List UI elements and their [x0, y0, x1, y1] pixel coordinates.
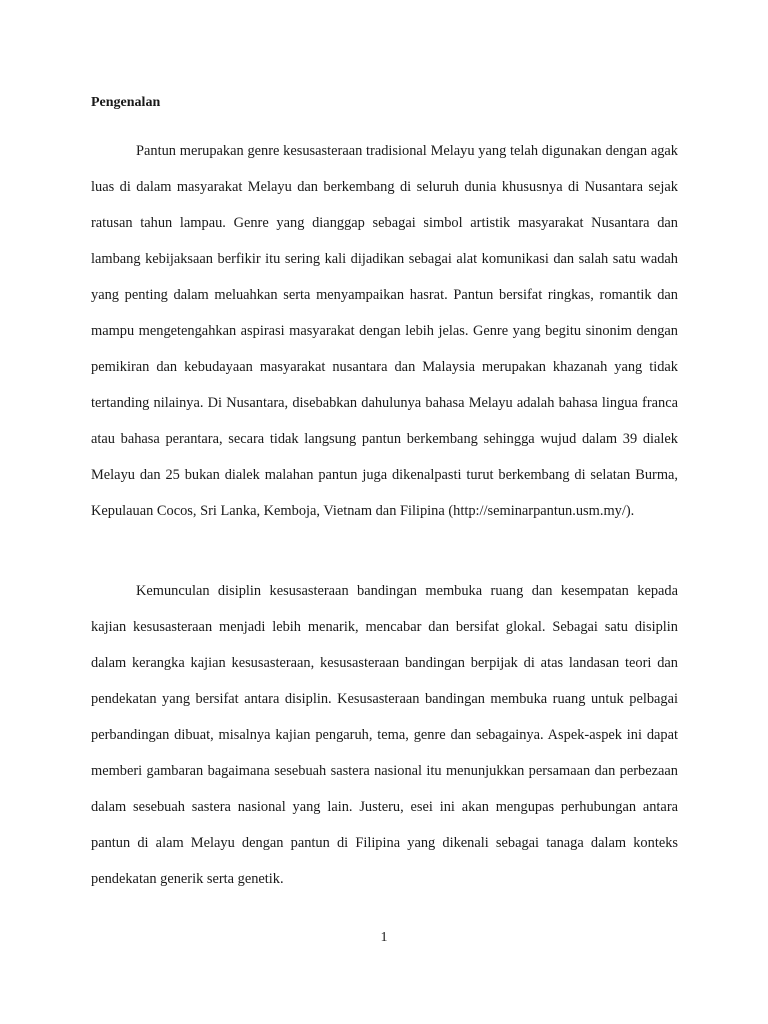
section-heading: Pengenalan [91, 95, 161, 110]
paragraph-introduction: Pantun merupakan genre kesusasteraan tradisional Melayu yang telah digunakan dengan agak luas di dalam masyarakat Melayu dan berkembang di seluruh dunia khususnya di Nusantara sejak ratusan tahun lampau. Genre yang dianggap sebagai simbol artistik masyarakat Nusantara dan lambang kebijaksaan berfikir itu sering kali dijadikan sebagai alat komunikasi dan salah satu wadah yang penting dalam meluahkan serta menyampaikan hasrat. Pantun bersifat ringkas, romantik dan mampu mengetengahkan aspirasi masyarakat dengan lebih jelas. Genre yang begitu sinonim dengan pemikiran dan kebudayaan masyarakat nusantara dan Malaysia merupakan khazanah yang tidak tertanding nilainya. Di Nusantara, disebabkan dahulunya bahasa Melayu adalah bahasa lingua franca atau bahasa perantara, secara tidak langsung pantun berkembang sehingga wujud dalam 39 dialek Melayu dan 25 bukan dialek malahan pantun juga dikenalpasti turut berkembang di selatan Burma, Kepulauan Cocos, Sri Lanka, Kemboja, Vietnam dan Filipina (http://seminarpantun.usm.my/). [91, 143, 678, 519]
page-number: 1 [380, 930, 388, 945]
paragraph-comparative-literature: Kemunculan disiplin kesusasteraan bandingan membuka ruang dan kesempatan kepada kajian kesusasteraan menjadi lebih menarik, mencabar dan bersifat glokal. Sebagai satu disiplin dalam kerangka kajian kesusasteraan, kesusasteraan bandingan berpijak di atas landasan teori dan pendekatan yang bersifat antara disiplin. Kesusasteraan bandingan membuka ruang untuk pelbagai perbandingan dibuat, misalnya kajian pengaruh, tema, genre dan sebagainya. Aspek-aspek ini dapat memberi gambaran bagaimana sesebuah sastera nasional itu menunjukkan persamaan dan perbezaan dalam sesebuah sastera nasional yang lain. Justeru, esei ini akan mengupas perhubungan antara pantun di alam Melayu dengan pantun di Filipina yang dikenali sebagai tanaga dalam konteks pendekatan generik serta genetik. [91, 583, 678, 887]
